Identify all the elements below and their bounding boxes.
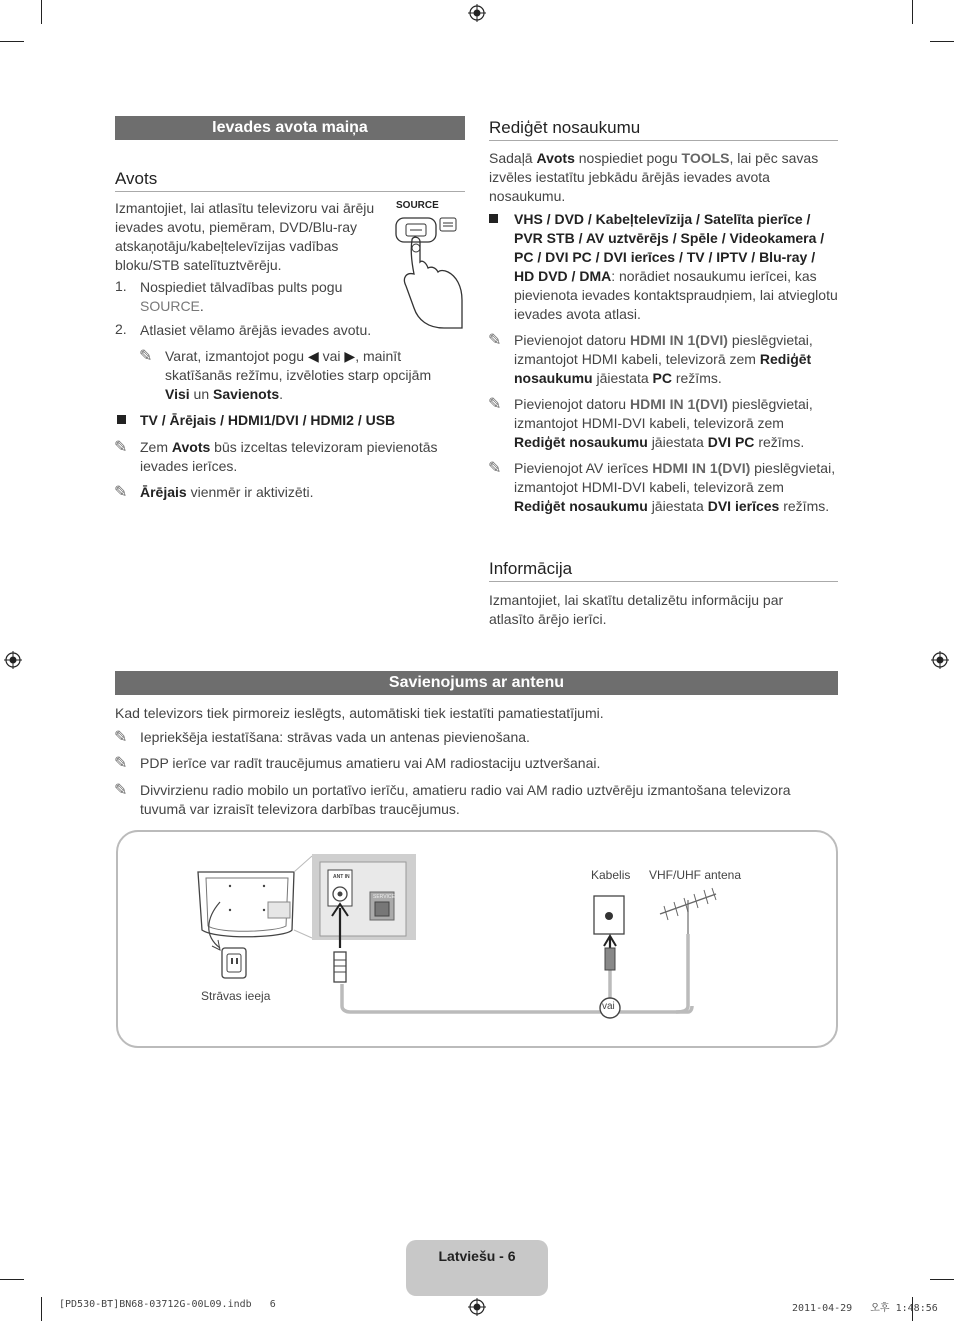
note-highlighted-devices: ✎ Zem Avots būs izceltas televizoram pievienotās ievades ierīces. xyxy=(114,439,438,474)
note-pencil-icon: ✎ xyxy=(114,439,128,456)
avots-intro: Izmantojiet, lai atlasītu televizoru vai ārēju ievades avotu, piemēram, DVD/Blu-ray atskaņotāju/kabeļtelevīzijas vadības bloku/STB satelītuztvērēju. xyxy=(115,200,375,273)
note-preset: ✎ Iepriekšēja iestatīšana: strāvas vada un antenas pievienošana. xyxy=(114,729,530,746)
bullet-square-icon xyxy=(117,415,126,424)
section-band-antenna: Savienojums ar antenu xyxy=(115,671,838,695)
bullet-square-icon xyxy=(489,214,498,223)
note-radio-interference: ✎ Divvirzienu radio mobilo un portatīvo ierīču, amatieru radio vai AM radio uztvērēju izmantošana televizora tuvumā var izraisīt televizora darbības traucējumus. xyxy=(114,782,791,817)
edit-name-heading: Rediģēt nosaukumu xyxy=(489,118,838,141)
crop-mark xyxy=(930,41,954,42)
step-number: 2. xyxy=(115,321,127,337)
device-name-list: VHS / DVD / Kabeļtelevīzija / Satelīta pierīce / PVR STB / AV uztvērējs / Spēle / Videokamera / PC / DVI PC / DVI ierīces / TV / IPTV / Blu-ray / HD DVD / DMA: norādiet nosaukumu ierīcei, kas pievienota ievades kontaktspraudņiem, lai atvieglotu ievades avota atlasi. xyxy=(514,211,838,322)
step-2: Atlasiet vēlamo ārējās ievades avotu. xyxy=(140,322,372,338)
registration-mark-icon xyxy=(468,1298,486,1316)
information-text: Izmantojiet, lai skatītu detalizētu informāciju par atlasīto ārējo ierīci. xyxy=(489,592,784,627)
source-key: SOURCE xyxy=(140,298,200,314)
avots-heading: Avots xyxy=(115,169,465,192)
power-input-label: Strāvas ieeja xyxy=(201,989,271,1003)
right-arrow-icon: ▶ xyxy=(344,348,356,364)
crop-mark xyxy=(0,1279,24,1280)
crop-mark xyxy=(912,0,913,24)
or-label: vai xyxy=(602,1001,615,1012)
vhf-uhf-label: VHF/UHF antena xyxy=(649,868,742,882)
crop-mark xyxy=(41,1297,42,1321)
registration-mark-icon xyxy=(931,651,949,669)
registration-mark-icon xyxy=(4,651,22,669)
tv-back-icon xyxy=(198,872,294,950)
information-heading: Informācija xyxy=(489,559,838,582)
note-pencil-icon: ✎ xyxy=(114,484,128,501)
ant-in-label: ANT IN xyxy=(333,874,350,880)
note-pencil-icon: ✎ xyxy=(114,729,128,746)
power-socket-icon xyxy=(222,948,246,978)
footer-file: [PD530-BT]BN68-03712G-00L09.indb 6 xyxy=(59,1299,276,1310)
registration-mark-icon xyxy=(468,4,486,22)
note-av-hdmi-dvi: ✎ Pievienojot AV ierīces HDMI IN 1(DVI) pieslēgvietai, izmantojot HDMI-DVI kabeli, televizorā zem Rediģēt nosaukumu jāiestata DVI ierīces režīms. xyxy=(488,460,836,514)
service-label: SERVICE xyxy=(373,894,395,900)
step-1: Nospiediet tālvadības pults pogu SOURCE. xyxy=(140,279,343,314)
note-pencil-icon: ✎ xyxy=(488,396,502,413)
footer-date: 2011-04-29 오후 1:48:56 xyxy=(792,1303,938,1314)
note-pencil-icon: ✎ xyxy=(114,755,128,772)
crop-mark xyxy=(0,41,24,42)
note-pencil-icon: ✎ xyxy=(139,348,153,365)
note-external-always: ✎ Ārējais vienmēr ir aktivizēti. xyxy=(114,484,314,501)
page-number: Latviešu - 6 xyxy=(438,1248,516,1264)
note-pencil-icon: ✎ xyxy=(488,332,502,349)
note-pdp-interference: ✎ PDP ierīce var radīt traucējumus amatieru vai AM radiostaciju uztveršanai. xyxy=(114,755,601,772)
coax-plug-icon xyxy=(334,952,346,982)
cable-wall-socket-icon xyxy=(594,896,624,934)
left-arrow-icon: ◀ xyxy=(307,348,319,364)
source-list: TV / Ārējais / HDMI1/DVI / HDMI2 / USB xyxy=(140,412,396,428)
note-pencil-icon: ✎ xyxy=(488,460,502,477)
note-navigation: ✎ Varat, izmantojot pogu ◀ vai ▶, mainīt skatīšanās režīmu, izvēloties starp opcijām Visi un Savienots. xyxy=(139,348,432,402)
crop-mark xyxy=(41,0,42,24)
section-band-input-source: Ievades avota maiņa xyxy=(115,116,465,140)
antenna-intro: Kad televizors tiek pirmoreiz ieslēgts, automātiski tiek iestatīti pamatiestatījumi. xyxy=(115,705,604,721)
step-number: 1. xyxy=(115,278,127,294)
crop-mark xyxy=(930,1279,954,1280)
note-pc-hdmi: ✎ Pievienojot datoru HDMI IN 1(DVI) pieslēgvietai, izmantojot HDMI kabeli, televizorā zem Rediģēt nosaukumu jāiestata PC režīms. xyxy=(488,332,813,386)
connection-diagram-art xyxy=(116,830,838,1048)
remote-source-label: SOURCE xyxy=(396,200,439,211)
cable-label: Kabelis xyxy=(591,868,631,882)
vhf-uhf-antenna-icon xyxy=(660,888,716,934)
edit-name-intro: Sadaļā Avots nospiediet pogu TOOLS, lai pēc savas izvēles iestatītu jebkādu ārējās ievades avota nosaukumu. xyxy=(489,150,819,204)
note-pc-hdmi-dvi: ✎ Pievienojot datoru HDMI IN 1(DVI) pieslēgvietai, izmantojot HDMI-DVI kabeli, televizorā zem Rediģēt nosaukumu jāiestata DVI PC režīms. xyxy=(488,396,813,450)
note-pencil-icon: ✎ xyxy=(114,782,128,799)
remote-hand-icon xyxy=(388,212,468,332)
